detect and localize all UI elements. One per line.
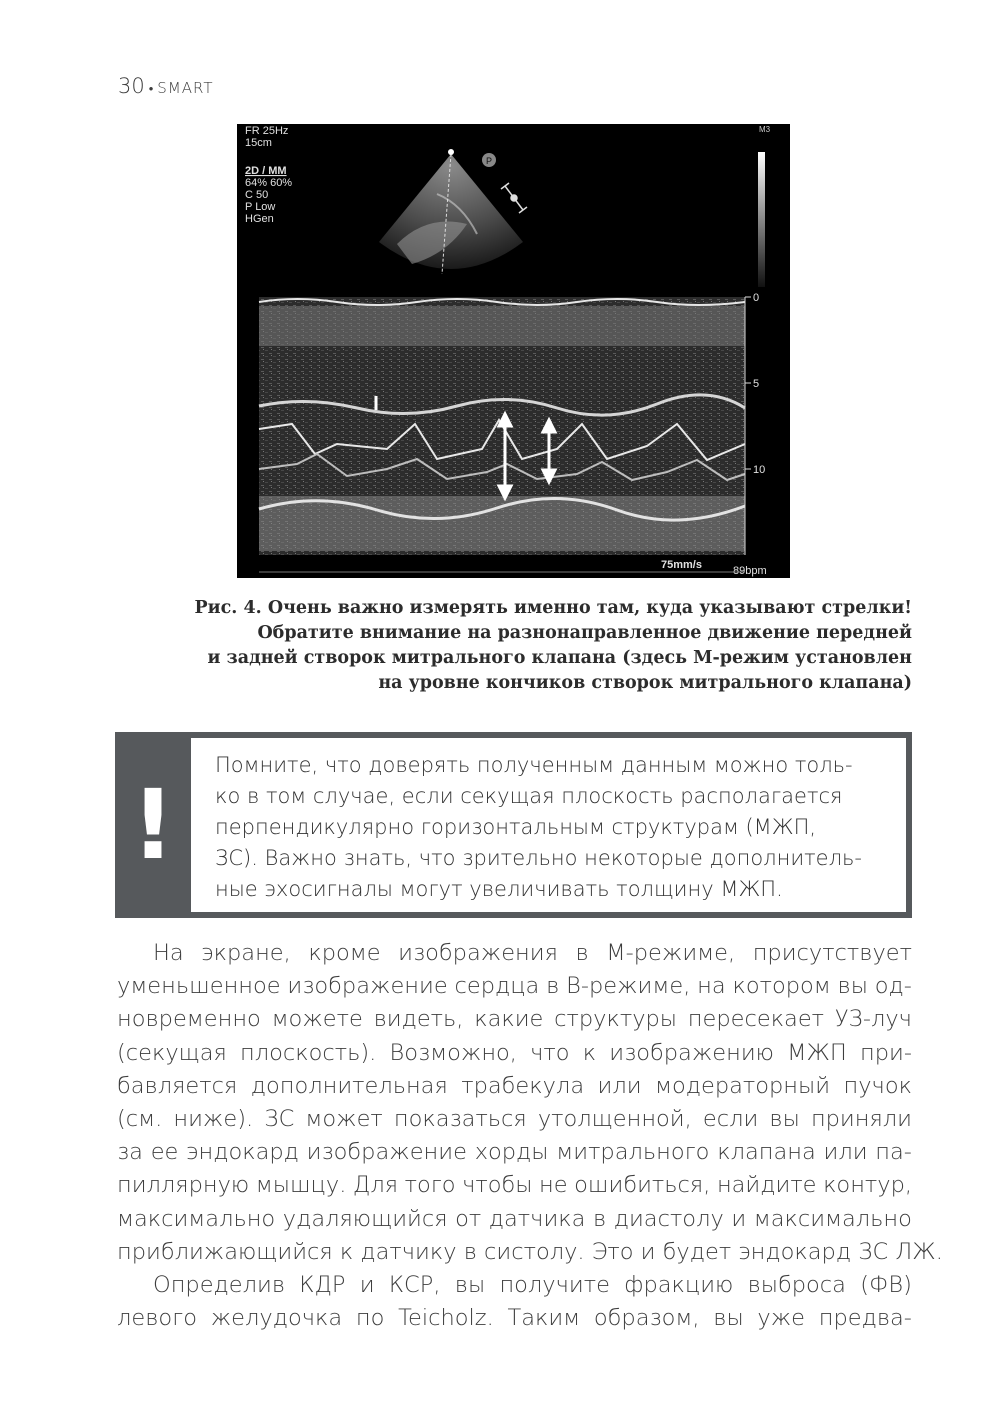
text-line: пиллярную мышцу. Для того чтобы не ошибиться, найдите контур, [117,1172,912,1199]
depth-scale [745,297,751,555]
text-line: приближающийся к датчику в систолу. Это и будет эндокард ЗС ЛЖ. [117,1238,943,1265]
page-number: 30 [118,74,145,98]
gain-label: 64% 60% [245,177,293,189]
text-line: максимально удаляющийся от датчика в диастолу и максимально [117,1205,912,1232]
grayscale-bar [758,152,765,287]
harmonic-label: HGen [245,213,274,225]
figure-caption [100,596,912,696]
text-line: (секущая плоскость). Возможно, что к изображению МЖП при- [117,1039,912,1066]
text-line: Определив КДР и КСР, вы получите фракцию выброса (ФВ) [153,1272,912,1299]
exclamation-icon: ! [131,769,175,881]
text-line: новременно можете видеть, какие структуры пересекает УЗ-луч [117,1006,912,1033]
body-text [117,937,943,1335]
text-line: за ее эндокард изображение хорды митрального клапана или па- [117,1139,912,1166]
series-brand: SMART [157,79,214,97]
caption-line: и задней створок митрального клапана (здесь М-режим установлен [207,648,912,668]
attention-line: ЗС). Важно знать, что зрительно некоторые дополнитель- [215,846,862,870]
header-separator: • [148,82,154,97]
caption-line: Обратите внимание на разнонаправленное движение передней [257,623,912,643]
power-label: P Low [245,201,276,213]
svg-text:P: P [486,156,493,166]
caption-line: на уровне кончиков створок митрального клапана) [378,673,912,693]
depth-tick-0: 0 [753,292,760,304]
attention-line: ко в том случае, если секущая плоскость располагается [215,784,843,808]
caliper-icon [501,183,527,213]
attention-text [191,738,906,912]
text-line: бавляется дополнительная трабекула или модераторный пучок [117,1072,912,1099]
text-line: На экране, кроме изображения в М-режиме, присутствует [153,940,912,966]
text-line: уменьшенное изображение сердца в В-режиме, на котором вы од- [117,973,912,1000]
attention-box [115,732,912,918]
frame-rate-label: FR 25Hz [245,125,289,137]
echo-mmode-figure [237,124,790,578]
compression-label: C 50 [245,189,269,201]
sweep-speed-label: 75mm/s [661,559,702,571]
depth-tick-5: 5 [753,378,760,390]
scanner-parameters [245,125,292,225]
paragraph-2 [117,1269,912,1335]
attention-line: Помните, что доверять полученным данным можно толь- [215,753,853,777]
page-header [118,74,214,98]
probe-corner-label: M3 [759,125,771,134]
paragraph-1 [117,937,943,1269]
heart-rate-label: 89bpm [733,565,767,577]
text-line: левого желудочка по Teicholz. Таким образом, вы уже предва- [117,1305,912,1332]
depth-label: 15cm [245,137,272,149]
depth-tick-10: 10 [753,464,766,476]
text-line: (см. ниже). ЗС может показаться утолщенной, если вы приняли [117,1106,912,1133]
attention-line: ные эхосигналы могут увеличивать толщину МЖП. [215,877,783,901]
mode-title: 2D / MM [245,165,287,177]
b-mode-sector [379,154,523,269]
attention-line: перпендикулярно горизонтальным структурам (МЖП, [215,815,817,839]
echo-image [237,124,790,578]
caption-line: Рис. 4. Очень важно измерять именно там, куда указывают стрелки! [194,598,912,618]
